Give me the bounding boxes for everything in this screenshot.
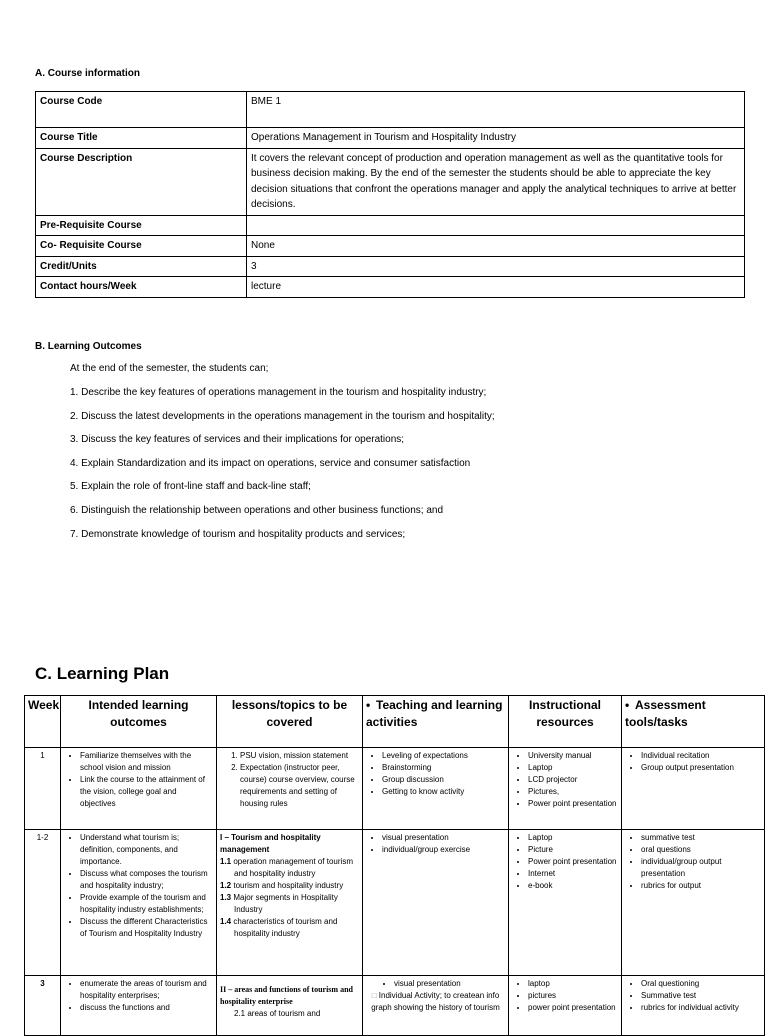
row-value: 3 [247,256,745,277]
week-cell: 1-2 [25,830,61,976]
col-header-tla: • Teaching and learning activities [363,696,509,748]
table-header-row [25,696,765,748]
list-item: 2. Discuss the latest developments in the operations management in the tourism and hospitality; [70,410,495,422]
checkbox-icon: □ [371,991,377,1000]
list-item: 2.1 areas of tourism and [234,1009,321,1018]
row-value: lecture [247,277,745,298]
col-header-resources: Instructional resources [509,696,622,748]
list-item: 3. Discuss the key features of services and their implications for operations; [70,434,405,446]
section-b-heading: B. Learning Outcomes [35,341,142,352]
list-item: • summative test [641,832,761,844]
resources-cell [509,976,622,1036]
list-item: 1.3 Major segments in Hospitality Industry [220,893,338,914]
list-item: • visual presentation [382,832,505,844]
table-row [36,277,745,298]
list-item: • LCD projector [528,774,618,786]
section-a-heading: A. Course information [35,68,141,79]
table-row [36,148,745,215]
list-item: • Internet [528,868,618,880]
list-item: • oral questions [641,844,761,856]
row-label: Pre-Requisite Course [36,215,247,236]
section-c-heading: C. Learning Plan [35,664,170,683]
week-cell: 1 [25,748,61,830]
topics-cell [217,830,363,976]
col-header-topics: lessons/topics to be covered [217,696,363,748]
row-label: Course Code [36,92,247,128]
row-value: Operations Management in Tourism and Hospitality Industry [247,128,745,149]
resources-cell [509,830,622,976]
ilo-cell [61,830,217,976]
list-item: • Oral questioning [641,978,761,990]
tla-cell [363,748,509,830]
topic-heading: II – areas and functions of tourism and hospitality enterprise [220,985,353,1006]
list-item: 2. Expectation (instructor peer, course) course overview, course requirements and setting of housing rules [240,762,359,810]
list-item: • Discuss the different Characteristics of Tourism and Hospitality Industry [80,916,213,940]
assessment-cell [622,748,765,830]
list-item: 5. Explain the role of front-line staff and back-line staff; [70,481,311,493]
list-item: • pictures [528,990,618,1002]
list-item: • e-book [528,880,618,892]
col-header-assessment: • Assessment tools/tasks [622,696,765,748]
row-value: It covers the relevant concept of production and operation management as well as the quantitative tools for business decision making. By the end of the semester the students should be able to appreciate the key decision situations that confront the operations manager and apply the analytical techniques to arrive at better decisions. [247,148,745,215]
list-item: 7. Demonstrate knowledge of tourism and hospitality products and services; [70,528,406,540]
list-item: • Group output presentation [641,762,761,774]
row-value: BME 1 [247,92,745,128]
list-item: • power point presentation [528,1002,618,1014]
tla-cell [363,976,509,1036]
table-row [36,128,745,149]
list-item: • Summative test [641,990,761,1002]
assessment-cell [622,830,765,976]
list-item: • rubrics for individual activity [641,1002,761,1014]
list-item: • Laptop [528,762,618,774]
learning-outcomes-list [70,387,495,552]
course-info-table [35,91,745,298]
list-item: • individual/group exercise [382,844,505,856]
table-row [25,976,765,1036]
list-item: • discuss the functions and [80,1002,213,1014]
learning-plan-table [24,695,765,1036]
tla-cell [363,830,509,976]
list-item: 1.1 operation management of tourism and hospitality industry [220,857,353,878]
outcomes-intro: At the end of the semester, the students can; [70,363,269,374]
row-label: Co- Requisite Course [36,236,247,257]
list-item: • Group discussion [382,774,505,786]
list-item: • Power point presentation [528,856,618,868]
list-item: • Leveling of expectations [382,750,505,762]
row-value [247,215,745,236]
topics-cell [217,748,363,830]
list-item: • Individual recitation [641,750,761,762]
list-item: • Familiarize themselves with the school vision and mission [80,750,213,774]
list-item: • Picture [528,844,618,856]
list-item: • University manual [528,750,618,762]
topics-cell [217,976,363,1036]
list-item: • visual presentation [394,978,505,990]
row-label: Course Title [36,128,247,149]
list-item: • Pictures, [528,786,618,798]
resources-cell [509,748,622,830]
list-item: 1.4 characteristics of tourism and hospitality industry [220,917,338,938]
table-row [36,92,745,128]
list-item: 6. Distinguish the relationship between operations and other business functions; and [70,504,444,516]
list-item: • Getting to know activity [382,786,505,798]
week-cell: 3 [25,976,61,1036]
list-item: 1. Describe the key features of operations management in the tourism and hospitality industry; [70,387,487,398]
table-row [36,256,745,277]
list-item: • laptop [528,978,618,990]
list-item: • Laptop [528,832,618,844]
table-row [36,236,745,257]
assessment-cell [622,976,765,1036]
list-item: • individual/group output presentation [641,856,761,880]
row-label: Credit/Units [36,256,247,277]
list-item: • rubrics for output [641,880,761,892]
row-value: None [247,236,745,257]
list-item: □ Individual Activity; to createan info graph showing the history of tourism [371,991,500,1012]
list-item: • Brainstorming [382,762,505,774]
list-item: • Provide example of the tourism and hospitality industry establishments; [80,892,213,916]
col-header-ilo: Intended learning outcomes [61,696,217,748]
ilo-cell [61,976,217,1036]
row-label: Contact hours/Week [36,277,247,298]
table-row [36,215,745,236]
topic-heading: I – Tourism and hospitality management [220,833,321,854]
row-label: Course Description [36,148,247,215]
list-item: 1.2 tourism and hospitality industry [220,881,344,890]
list-item: • enumerate the areas of tourism and hospitality enterprises; [80,978,213,1002]
table-row [25,830,765,976]
list-item: 1. PSU vision, mission statement [240,750,359,762]
list-item: • Power point presentation [528,798,618,810]
list-item: • Link the course to the attainment of the vision, college goal and objectives [80,774,213,810]
ilo-cell [61,748,217,830]
table-row [25,748,765,830]
list-item: • Discuss what composes the tourism and hospitality industry; [80,868,213,892]
col-header-week: Week [25,696,61,748]
list-item: 4. Explain Standardization and its impact on operations, service and consumer satisfaction [70,457,471,469]
list-item: • Understand what tourism is; definition, components, and importance. [80,832,213,868]
